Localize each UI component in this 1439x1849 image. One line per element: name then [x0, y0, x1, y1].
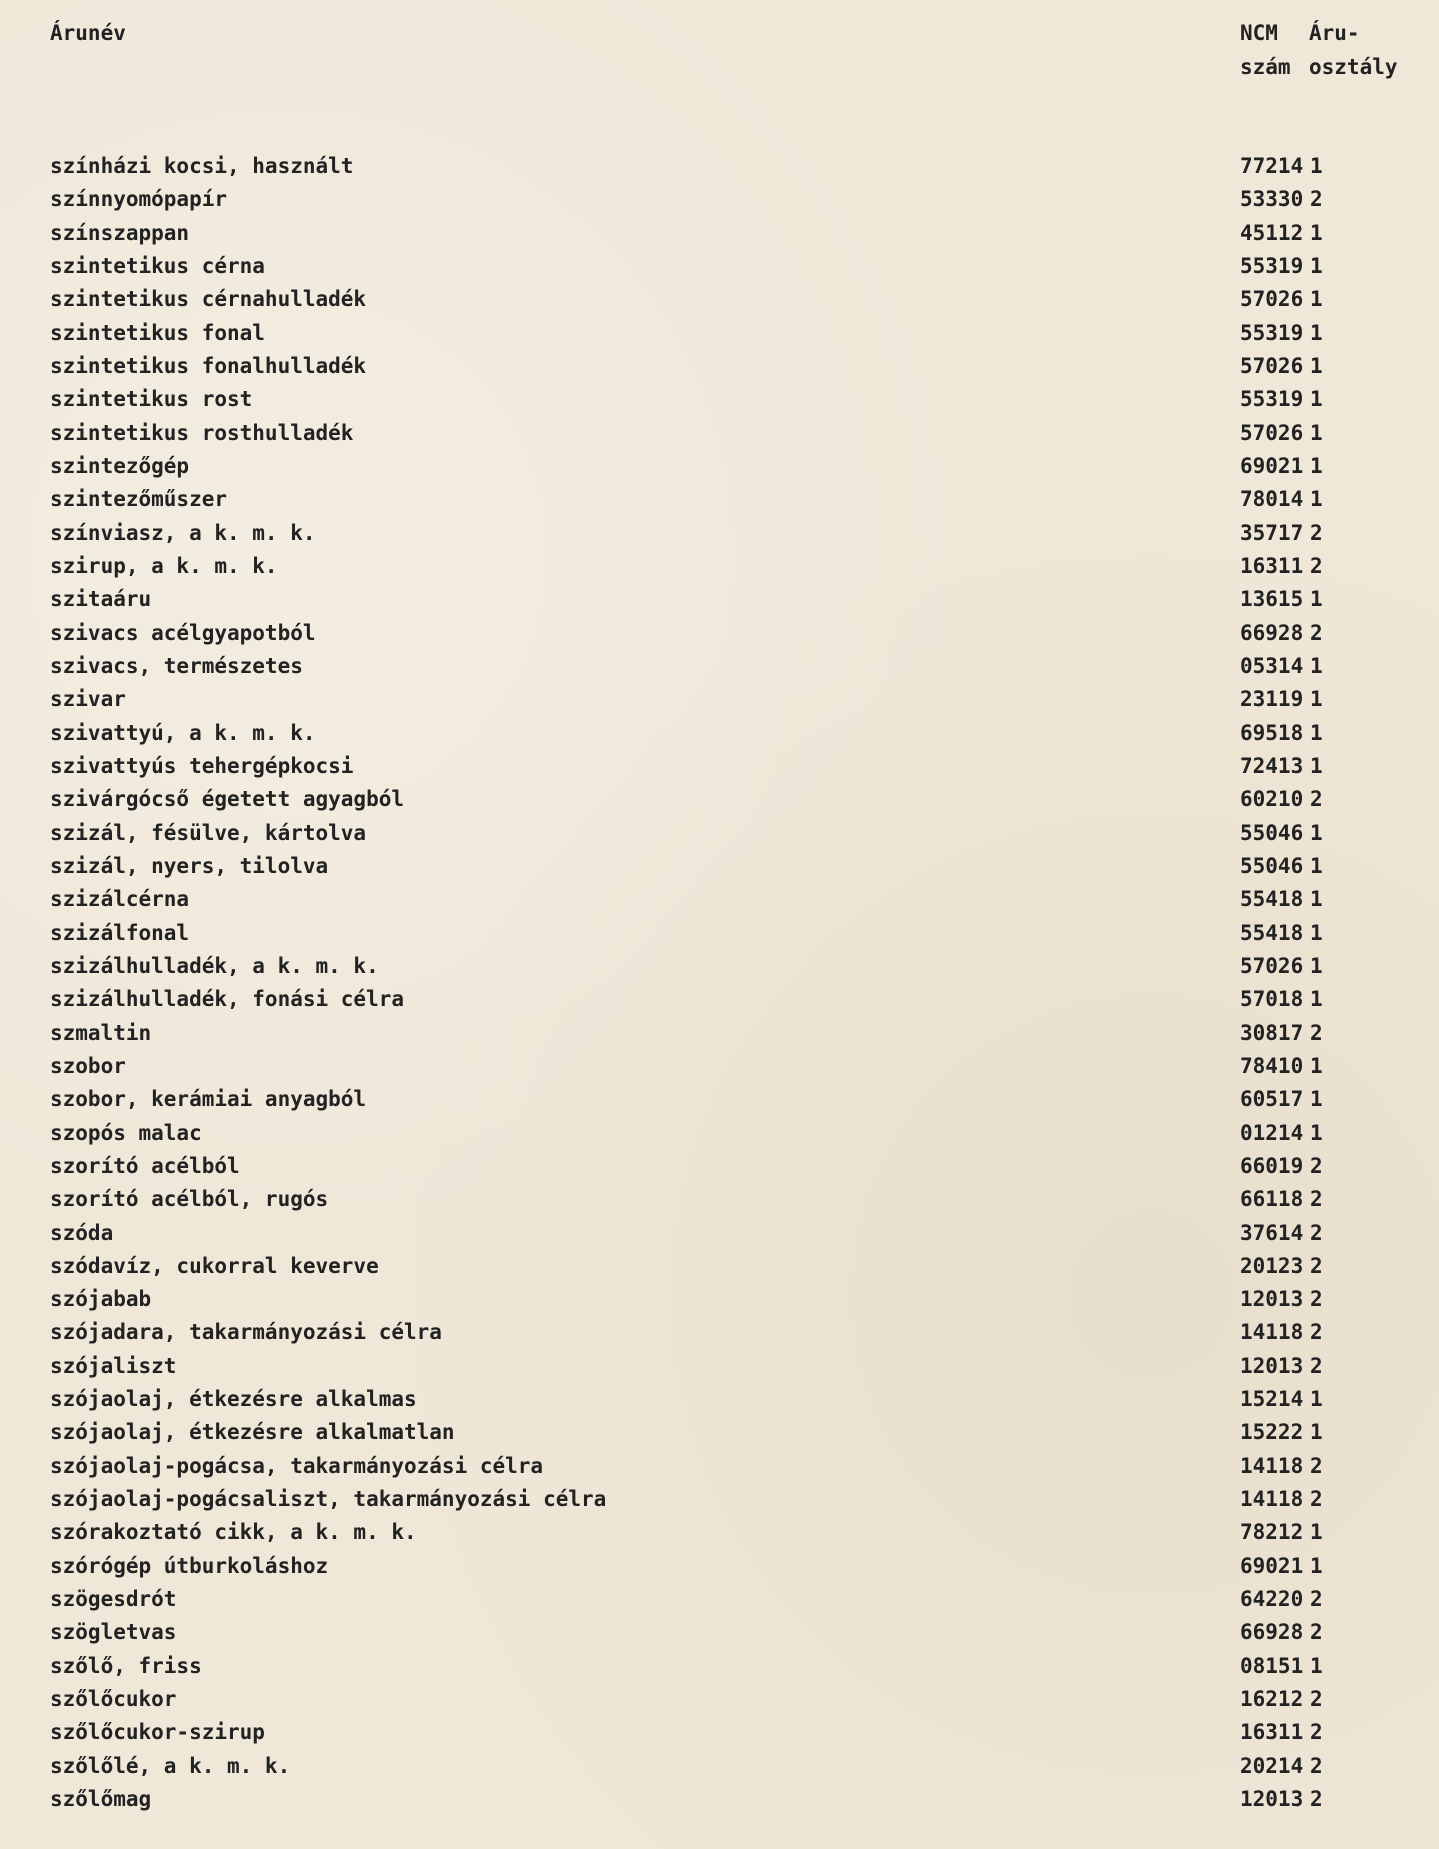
ncm-number: 55319: [1240, 320, 1304, 345]
product-name: szivacs, természetes: [50, 653, 303, 678]
ncm-number: 12013: [1240, 1787, 1304, 1812]
ncm-number: 05314: [1240, 653, 1304, 678]
product-name: szivárgócső égetett agyagból: [50, 787, 405, 812]
product-name: szőlőlé, a k. m. k.: [50, 1753, 291, 1778]
table-row: [0, 1416, 1439, 1449]
ncm-number: 16311: [1240, 1720, 1304, 1745]
ncm-number: 66118: [1240, 1187, 1304, 1212]
table-row: [0, 683, 1439, 716]
product-class: 1: [1310, 487, 1323, 512]
table-row: [0, 317, 1439, 350]
product-class: 1: [1310, 253, 1323, 278]
column-header-ncm-line1: NCM: [1240, 21, 1278, 45]
product-name: szódavíz, cukorral keverve: [50, 1253, 379, 1278]
product-class: 1: [1310, 1653, 1323, 1678]
table-row: [0, 550, 1439, 583]
product-class: 1: [1310, 1387, 1323, 1412]
product-name: szivacs acélgyapotból: [50, 620, 316, 645]
table-row: [0, 417, 1439, 450]
product-class: 2: [1310, 1253, 1323, 1278]
table-row: [0, 1583, 1439, 1616]
ncm-number: 55319: [1240, 253, 1304, 278]
table-row: [0, 1650, 1439, 1683]
product-name: szójaolaj, étkezésre alkalmas: [50, 1387, 417, 1412]
ncm-number: 57018: [1240, 987, 1304, 1012]
product-name: szójaolaj-pogácsa, takarmányozási célra: [50, 1453, 544, 1478]
table-row: [0, 850, 1439, 883]
ncm-number: 78014: [1240, 487, 1304, 512]
table-row: [0, 650, 1439, 683]
column-header-class-line1: Áru-: [1309, 21, 1360, 45]
ncm-number: 16212: [1240, 1687, 1304, 1712]
product-name: szivar: [50, 687, 126, 712]
table-row: [0, 1550, 1439, 1583]
ncm-number: 57026: [1240, 287, 1304, 312]
table-row: [0, 983, 1439, 1016]
table-row: [0, 1350, 1439, 1383]
product-name: szmaltin: [50, 1020, 152, 1045]
column-header-name: [50, 16, 126, 50]
ncm-number: 60517: [1240, 1087, 1304, 1112]
ncm-number: 30817: [1240, 1020, 1304, 1045]
product-name: szójaolaj-pogácsaliszt, takarmányozási célra: [50, 1487, 607, 1512]
ncm-number: 66928: [1240, 620, 1304, 645]
ncm-number: 12013: [1240, 1287, 1304, 1312]
product-name: szintezőműszer: [50, 487, 228, 512]
product-class: 2: [1310, 187, 1323, 212]
product-name: szintezőgép: [50, 453, 190, 478]
table-row: [0, 817, 1439, 850]
ncm-number: 53330: [1240, 187, 1304, 212]
product-name: szizálhulladék, fonási célra: [50, 987, 405, 1012]
product-name: szivattyús tehergépkocsi: [50, 753, 354, 778]
table-row: [0, 717, 1439, 750]
product-name: szójaliszt: [50, 1353, 177, 1378]
table-row: [0, 883, 1439, 916]
table-row: [0, 450, 1439, 483]
product-name: szizál, fésülve, kártolva: [50, 820, 367, 845]
table-row: [0, 383, 1439, 416]
product-name: szójadara, takarmányozási célra: [50, 1320, 442, 1345]
product-name: színszappan: [50, 220, 190, 245]
table-row: [0, 583, 1439, 616]
table-row: [0, 517, 1439, 550]
product-class: 1: [1310, 853, 1323, 878]
product-class: 1: [1310, 320, 1323, 345]
ncm-number: 20214: [1240, 1753, 1304, 1778]
table-row: [0, 917, 1439, 950]
product-name: szintetikus rosthulladék: [50, 420, 354, 445]
table-row: [0, 750, 1439, 783]
product-class: 2: [1310, 1287, 1323, 1312]
product-name: szobor: [50, 1053, 126, 1078]
product-class: 1: [1310, 1553, 1323, 1578]
product-class: 2: [1310, 1220, 1323, 1245]
ncm-number: 01214: [1240, 1120, 1304, 1145]
product-name: szivattyú, a k. m. k.: [50, 720, 316, 745]
table-row: [0, 250, 1439, 283]
table-row: [0, 1083, 1439, 1116]
table-row: [0, 1450, 1439, 1483]
product-class: 1: [1310, 753, 1323, 778]
ncm-number: 55418: [1240, 887, 1304, 912]
ncm-number: 69021: [1240, 453, 1304, 478]
product-class: 2: [1310, 1453, 1323, 1478]
table-row: [0, 150, 1439, 183]
ncm-number: 55319: [1240, 387, 1304, 412]
table-row: [0, 1117, 1439, 1150]
product-name: szizálcérna: [50, 887, 190, 912]
product-name: szorító acélból: [50, 1153, 240, 1178]
ncm-number: 66928: [1240, 1620, 1304, 1645]
product-name: szintetikus fonalhulladék: [50, 353, 367, 378]
product-class: 2: [1310, 1020, 1323, 1045]
ncm-number: 55046: [1240, 853, 1304, 878]
table-row: [0, 783, 1439, 816]
column-header-class: [1309, 16, 1398, 84]
product-class: 1: [1310, 653, 1323, 678]
product-class: 1: [1310, 1087, 1323, 1112]
table-row: [0, 1483, 1439, 1516]
product-class: 1: [1310, 287, 1323, 312]
product-class: 2: [1310, 520, 1323, 545]
product-class: 1: [1310, 1053, 1323, 1078]
ncm-number: 60210: [1240, 787, 1304, 812]
product-name: szórakoztató cikk, a k. m. k.: [50, 1520, 417, 1545]
table-row: [0, 1017, 1439, 1050]
table-row: [0, 1383, 1439, 1416]
table-row: [0, 1750, 1439, 1783]
product-class: 2: [1310, 1187, 1323, 1212]
product-list: [0, 150, 1439, 1816]
table-row: [0, 350, 1439, 383]
product-name: szintetikus cérnahulladék: [50, 287, 367, 312]
ncm-number: 13615: [1240, 587, 1304, 612]
ncm-number: 15214: [1240, 1387, 1304, 1412]
product-name: szizálfonal: [50, 920, 190, 945]
product-name: szőlő, friss: [50, 1653, 202, 1678]
table-row: [0, 1716, 1439, 1749]
product-class: 2: [1310, 1153, 1323, 1178]
product-class: 2: [1310, 553, 1323, 578]
product-class: 1: [1310, 154, 1323, 178]
product-class: 1: [1310, 887, 1323, 912]
product-class: 1: [1310, 1520, 1323, 1545]
table-row: [0, 483, 1439, 516]
ncm-number: 57026: [1240, 353, 1304, 378]
ncm-number: 69021: [1240, 1553, 1304, 1578]
product-name: szintetikus rost: [50, 387, 253, 412]
table-row: [0, 1250, 1439, 1283]
ncm-number: 69518: [1240, 720, 1304, 745]
ncm-number: 57026: [1240, 420, 1304, 445]
product-class: 1: [1310, 1420, 1323, 1445]
product-class: 1: [1310, 987, 1323, 1012]
ncm-number: 23119: [1240, 687, 1304, 712]
ncm-number: 77214: [1240, 154, 1304, 178]
product-name: szizálhulladék, a k. m. k.: [50, 953, 379, 978]
ncm-number: 14118: [1240, 1487, 1304, 1512]
product-class: 1: [1310, 587, 1323, 612]
product-class: 2: [1310, 1320, 1323, 1345]
product-name: szizál, nyers, tilolva: [50, 853, 329, 878]
table-row: [0, 617, 1439, 650]
product-name: szobor, kerámiai anyagból: [50, 1087, 367, 1112]
table-row: [0, 1783, 1439, 1816]
ncm-number: 66019: [1240, 1153, 1304, 1178]
column-header-ncm: [1240, 16, 1291, 84]
table-row: [0, 1616, 1439, 1649]
product-class: 1: [1310, 720, 1323, 745]
table-row: [0, 1183, 1439, 1216]
ncm-number: 35717: [1240, 520, 1304, 545]
product-name: szóda: [50, 1220, 114, 1245]
product-class: 2: [1310, 1620, 1323, 1645]
ncm-number: 72413: [1240, 753, 1304, 778]
ncm-number: 08151: [1240, 1653, 1304, 1678]
product-class: 1: [1310, 953, 1323, 978]
product-name: szorító acélból, rugós: [50, 1187, 329, 1212]
ncm-number: 57026: [1240, 953, 1304, 978]
product-name: szőlőcukor: [50, 1687, 177, 1712]
product-name: szögletvas: [50, 1620, 177, 1645]
product-class: 1: [1310, 420, 1323, 445]
product-class: 1: [1310, 687, 1323, 712]
product-class: 2: [1310, 1487, 1323, 1512]
product-class: 1: [1310, 387, 1323, 412]
product-class: 1: [1310, 920, 1323, 945]
ncm-number: 16311: [1240, 553, 1304, 578]
product-name: szopós malac: [50, 1120, 202, 1145]
product-name: szójabab: [50, 1287, 152, 1312]
product-class: 1: [1310, 353, 1323, 378]
product-name: szintetikus cérna: [50, 253, 265, 278]
ncm-number: 37614: [1240, 1220, 1304, 1245]
table-row: [0, 1150, 1439, 1183]
table-row: [0, 950, 1439, 983]
product-class: 2: [1310, 1687, 1323, 1712]
ncm-number: 45112: [1240, 220, 1304, 245]
ncm-number: 14118: [1240, 1320, 1304, 1345]
ncm-number: 15222: [1240, 1420, 1304, 1445]
table-row: [0, 183, 1439, 216]
product-class: 2: [1310, 1720, 1323, 1745]
product-name: szőlőcukor-szirup: [50, 1720, 265, 1745]
table-row: [0, 217, 1439, 250]
ncm-number: 78212: [1240, 1520, 1304, 1545]
column-header-class-line2: osztály: [1309, 55, 1398, 79]
table-row: [0, 1050, 1439, 1083]
product-name: szintetikus fonal: [50, 320, 265, 345]
ncm-number: 12013: [1240, 1353, 1304, 1378]
product-name: szirup, a k. m. k.: [50, 553, 278, 578]
product-name: színházi kocsi, használt: [50, 154, 354, 178]
product-class: 2: [1310, 620, 1323, 645]
ncm-number: 78410: [1240, 1053, 1304, 1078]
product-class: 2: [1310, 1587, 1323, 1612]
product-name: szitaáru: [50, 587, 152, 612]
ncm-number: 55418: [1240, 920, 1304, 945]
product-name: szőlőmag: [50, 1787, 152, 1812]
product-class: 2: [1310, 1753, 1323, 1778]
ncm-number: 14118: [1240, 1453, 1304, 1478]
column-header-ncm-line2: szám: [1240, 55, 1291, 79]
table-row: [0, 1217, 1439, 1250]
table-row: [0, 1316, 1439, 1349]
product-class: 1: [1310, 453, 1323, 478]
product-class: 1: [1310, 1120, 1323, 1145]
product-name: színnyomópapír: [50, 187, 228, 212]
product-class: 2: [1310, 1787, 1323, 1812]
product-class: 1: [1310, 820, 1323, 845]
table-row: [0, 283, 1439, 316]
product-class: 2: [1310, 787, 1323, 812]
product-name: szögesdrót: [50, 1587, 177, 1612]
ncm-number: 20123: [1240, 1253, 1304, 1278]
product-class: 1: [1310, 220, 1323, 245]
product-name: színviasz, a k. m. k.: [50, 520, 316, 545]
column-header-name-label: Árunév: [50, 21, 126, 45]
ncm-number: 55046: [1240, 820, 1304, 845]
table-row: [0, 1516, 1439, 1549]
table-row: [0, 1283, 1439, 1316]
ncm-number: 64220: [1240, 1587, 1304, 1612]
product-class: 2: [1310, 1353, 1323, 1378]
product-name: szórógép útburkoláshoz: [50, 1553, 329, 1578]
product-name: szójaolaj, étkezésre alkalmatlan: [50, 1420, 455, 1445]
table-row: [0, 1683, 1439, 1716]
